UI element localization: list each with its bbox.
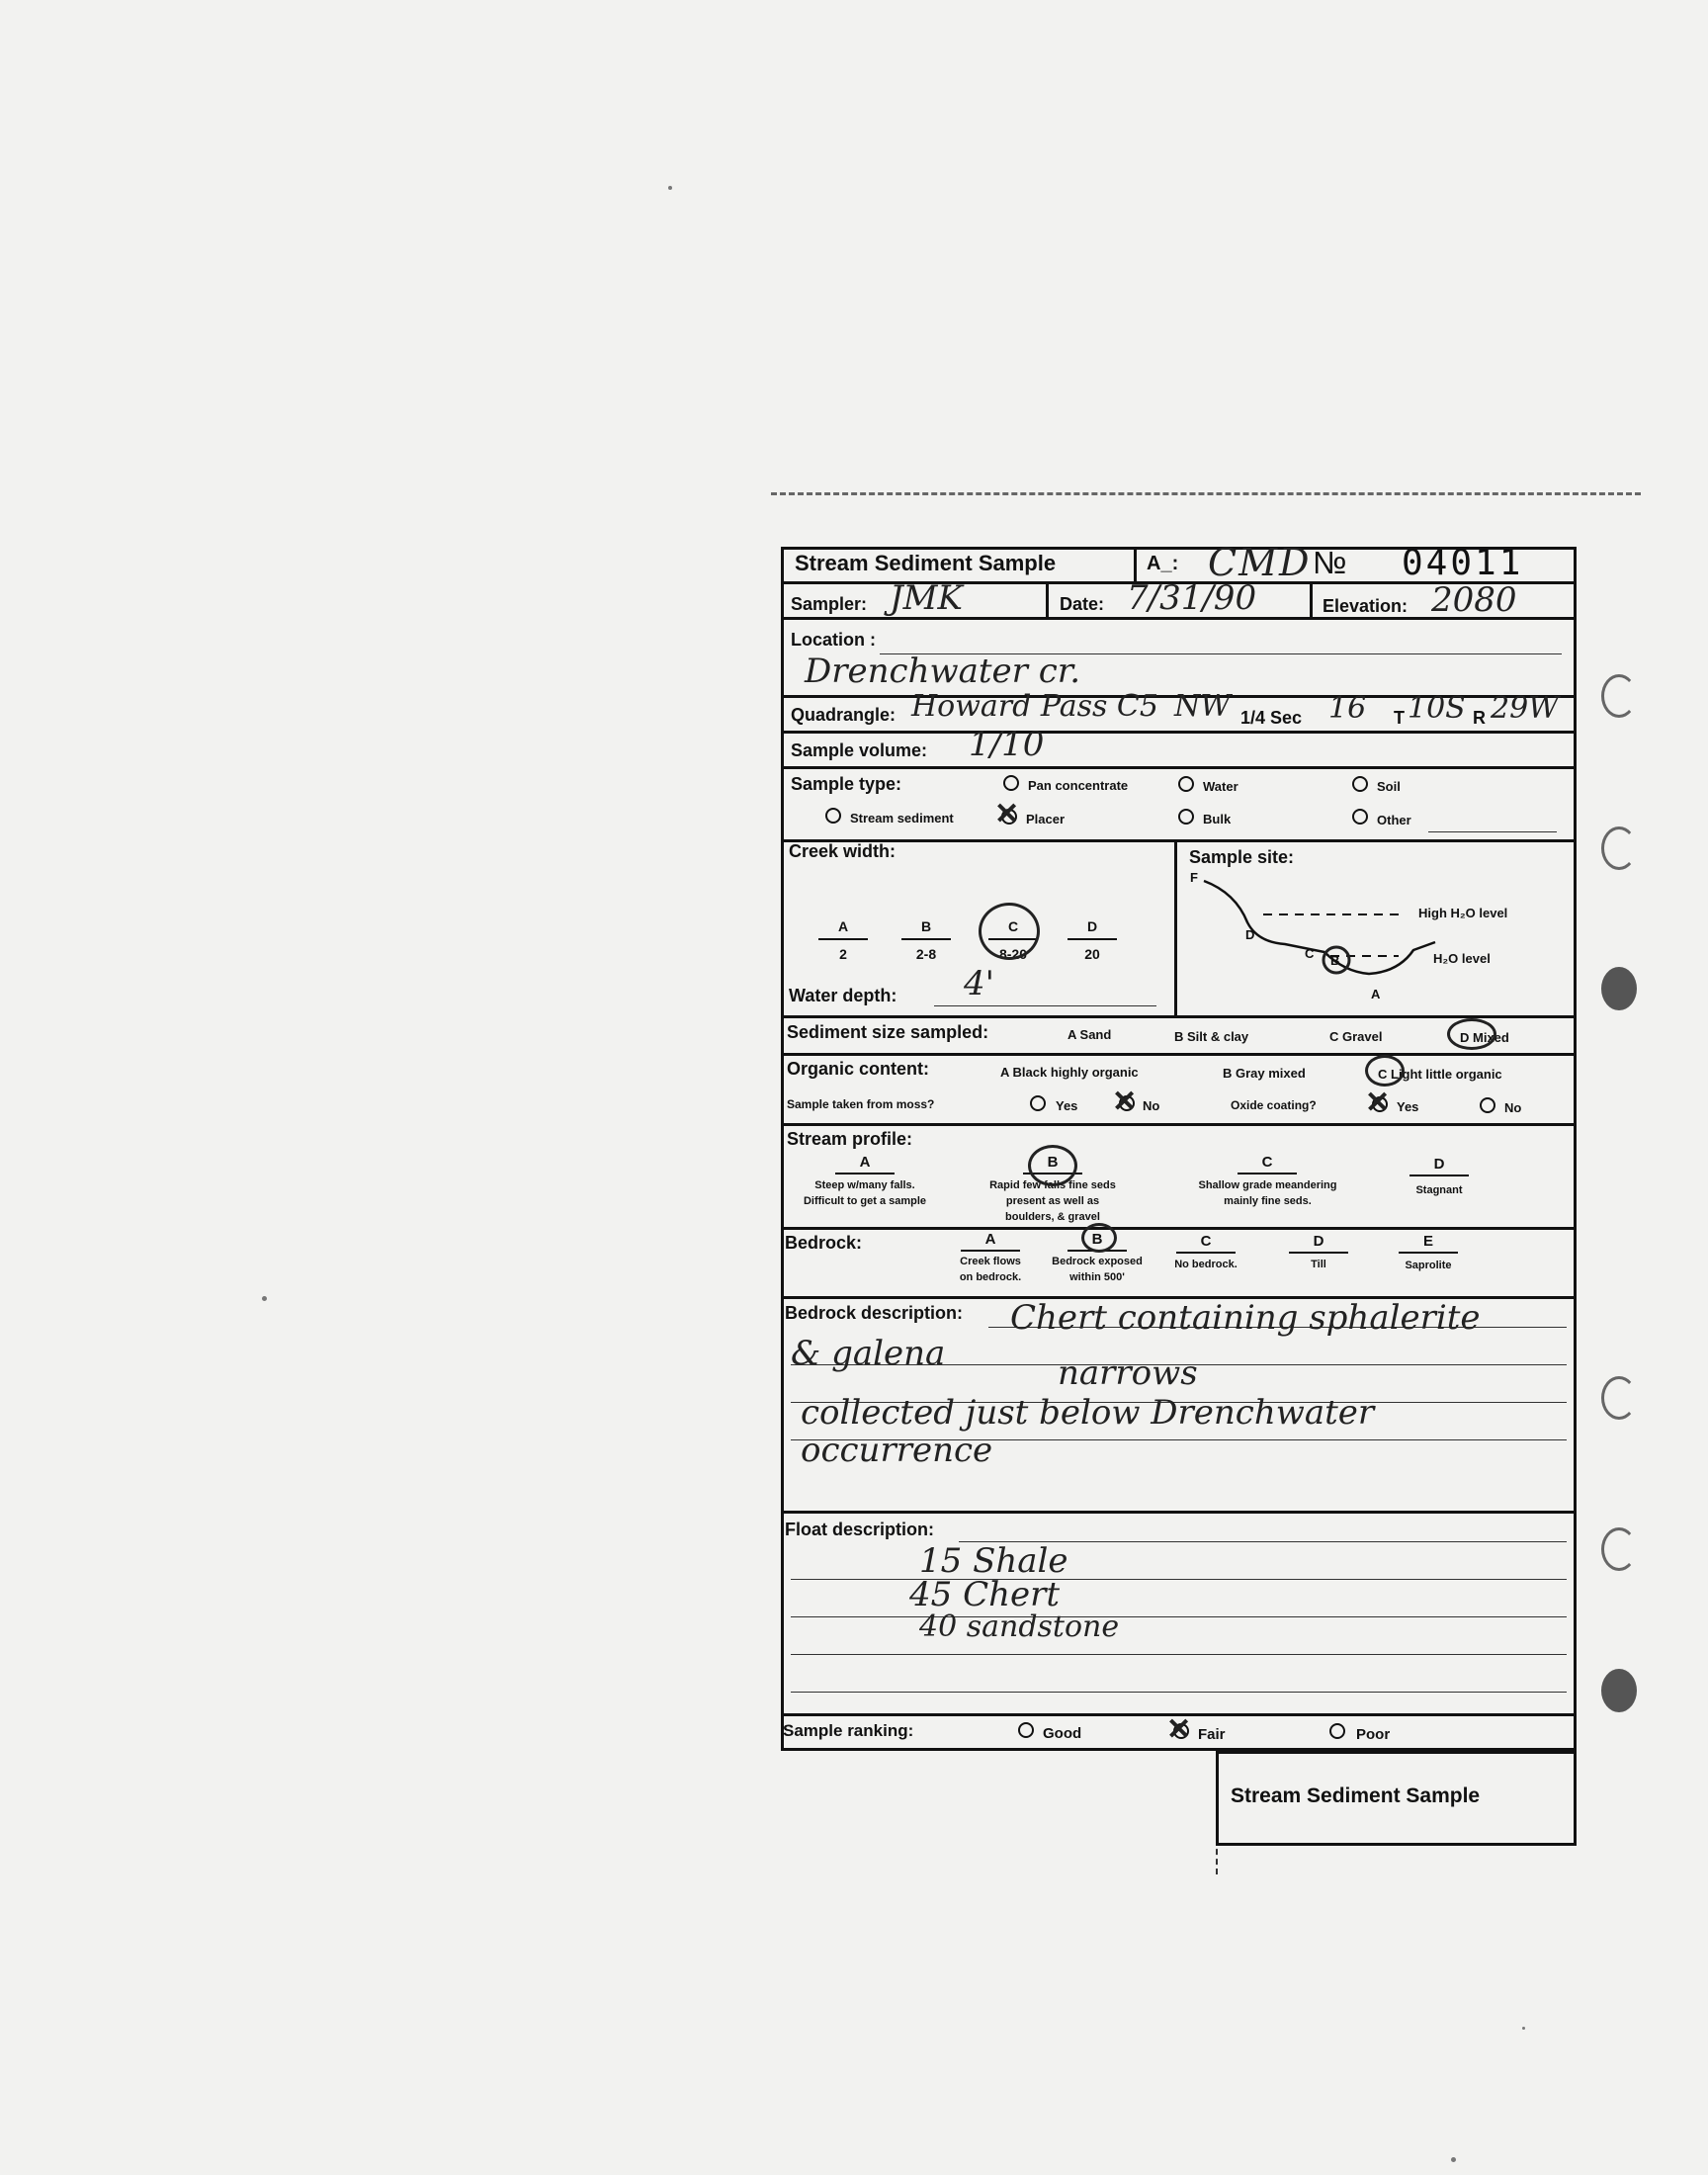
option-desc: Creek flows (960, 1256, 1021, 1267)
water-level-label: H₂O level (1433, 951, 1491, 966)
elevation-value: 2080 (1431, 580, 1517, 620)
ranking-fair-label: Fair (1198, 1726, 1226, 1743)
quadrangle-value: Howard Pass C5 (911, 689, 1158, 724)
stream-sediment-label: Stream sediment (850, 811, 954, 826)
oxide-no-label: No (1504, 1100, 1522, 1115)
sediment-d[interactable]: D Mixed (1460, 1030, 1509, 1045)
binder-hole-icon (1601, 1527, 1637, 1571)
stream-sediment-radio[interactable] (825, 808, 841, 824)
oxide-no-radio[interactable] (1480, 1097, 1495, 1113)
divider (781, 1053, 1577, 1056)
divider (781, 839, 1577, 842)
sample-prefix: A_: (1147, 553, 1179, 574)
organic-b[interactable]: B Gray mixed (1223, 1066, 1306, 1081)
sediment-c[interactable]: C Gravel (1329, 1029, 1383, 1044)
bedrock-desc-line: occurrence (801, 1431, 993, 1470)
site-b-label: B (1330, 953, 1340, 968)
r-value: 29W (1491, 691, 1560, 726)
soil-radio[interactable] (1352, 776, 1368, 792)
stream-profile-label: Stream profile: (787, 1129, 913, 1149)
creek-width-a[interactable] (818, 918, 868, 962)
divider (1134, 547, 1137, 581)
high-water-label: High H₂O level (1418, 906, 1508, 920)
water-depth-rule (934, 1005, 1156, 1006)
moss-yes-radio[interactable] (1030, 1095, 1046, 1111)
quarter-sec-label: 1/4 Sec (1240, 708, 1303, 728)
divider (1046, 581, 1049, 617)
divider (781, 731, 1577, 734)
option-desc: present as well as (1005, 1195, 1100, 1207)
sampler-label: Sampler: (791, 594, 868, 614)
option-letter: A (818, 918, 868, 940)
option-letter: D (1068, 918, 1117, 940)
sediment-b[interactable]: B Silt & clay (1174, 1029, 1249, 1044)
option-desc: Bedrock exposed (1052, 1256, 1143, 1267)
scan-speck (1522, 2027, 1525, 2030)
quarter-value: NW (1174, 689, 1232, 724)
creek-width-b[interactable] (901, 918, 951, 962)
divider (781, 1227, 1577, 1230)
sample-number: 04011 (1402, 543, 1524, 583)
bulk-label: Bulk (1203, 812, 1232, 826)
bedrock-desc-line: Chert containing sphalerite (1010, 1298, 1481, 1338)
site-d-label: D (1245, 927, 1255, 942)
option-desc: within 500' (1069, 1271, 1125, 1283)
option-letter: B (901, 918, 951, 940)
divider (1310, 581, 1313, 617)
moss-label: Sample taken from moss? (787, 1097, 935, 1111)
binder-hole-icon (1601, 674, 1637, 718)
option-letter: B (1068, 1231, 1127, 1252)
bedrock-desc-line: & galena (791, 1334, 946, 1373)
ranking-label: Sample ranking: (783, 1721, 914, 1740)
ranking-poor-label: Poor (1356, 1726, 1391, 1743)
option-desc: Saprolite (1405, 1260, 1452, 1271)
option-letter: C (988, 918, 1038, 940)
option-letter: D (1289, 1233, 1348, 1254)
form-title: Stream Sediment Sample (795, 551, 1057, 575)
binder-hole-icon (1601, 826, 1637, 870)
sampler-value: JMK (890, 578, 963, 618)
water-depth-value: 4' (964, 964, 994, 1003)
option-value: 8-20 (998, 946, 1028, 962)
water-depth-label: Water depth: (789, 986, 897, 1005)
selection-circle (1081, 1223, 1117, 1253)
scan-speck (1451, 2157, 1456, 2162)
check-x-icon: ✕ (994, 798, 1020, 830)
option-desc: Steep w/many falls. (814, 1179, 915, 1191)
option-value: 2-8 (915, 946, 937, 962)
sample-type-label: Sample type: (791, 774, 902, 794)
float-desc-line: 15 Shale (919, 1541, 1068, 1581)
option-letter: A (961, 1231, 1020, 1252)
rule (791, 1692, 1567, 1693)
ranking-good-label: Good (1043, 1725, 1082, 1742)
creek-width-d[interactable] (1068, 918, 1117, 962)
moss-yes-label: Yes (1056, 1098, 1078, 1113)
organic-label: Organic content: (787, 1059, 930, 1079)
water-radio[interactable] (1178, 776, 1194, 792)
option-desc: on bedrock. (959, 1271, 1022, 1283)
stub-title: Stream Sediment Sample (1231, 1784, 1481, 1807)
date-label: Date: (1060, 594, 1105, 614)
moss-no-label: No (1143, 1098, 1160, 1113)
elevation-label: Elevation: (1323, 596, 1409, 616)
float-desc-line: 45 Chert (909, 1575, 1061, 1614)
soil-label: Soil (1377, 779, 1401, 794)
perforation-line (771, 492, 1641, 495)
option-letter: D (1409, 1156, 1469, 1176)
option-desc: Till (1311, 1259, 1326, 1270)
t-label: T (1394, 708, 1405, 728)
other-rule (1428, 831, 1557, 832)
ranking-good-radio[interactable] (1018, 1722, 1034, 1738)
option-desc: Shallow grade meandering (1198, 1179, 1337, 1191)
t-value: 10S (1408, 691, 1466, 726)
volume-value: 1/10 (969, 725, 1045, 764)
option-letter: C (1176, 1233, 1236, 1254)
binder-hole-icon (1601, 1376, 1637, 1420)
sediment-size-label: Sediment size sampled: (787, 1022, 989, 1042)
bedrock-desc-line: collected just below Drenchwater (801, 1393, 1375, 1433)
check-x-icon: ✕ (1112, 1086, 1138, 1118)
sample-site-label: Sample site: (1189, 847, 1295, 867)
r-label: R (1473, 708, 1486, 728)
float-desc-line: 40 sandstone (919, 1610, 1120, 1644)
location-label: Location : (791, 630, 876, 650)
scan-speck (668, 186, 672, 190)
number-symbol: № (1313, 545, 1347, 580)
selection-circle (1447, 1018, 1496, 1050)
other-radio[interactable] (1352, 809, 1368, 825)
water-label: Water (1203, 779, 1238, 794)
option-letter: E (1399, 1233, 1458, 1254)
site-f-label: F (1190, 870, 1198, 885)
option-desc: mainly fine seds. (1224, 1195, 1312, 1207)
option-value: 20 (1084, 946, 1100, 962)
volume-label: Sample volume: (791, 740, 928, 760)
rule (791, 1579, 1567, 1580)
location-value: Drenchwater cr. (805, 652, 1081, 691)
selection-circle (979, 903, 1040, 960)
sample-code: CMD (1208, 541, 1312, 584)
creek-width-label: Creek width: (789, 841, 897, 861)
option-letter: A (835, 1154, 895, 1174)
divider (781, 1511, 1577, 1514)
quadrangle-label: Quadrangle: (791, 705, 897, 725)
pan-concentrate-radio[interactable] (1003, 775, 1019, 791)
sediment-a[interactable]: A Sand (1068, 1027, 1112, 1042)
divider (781, 1123, 1577, 1126)
binder-hole-icon (1601, 967, 1637, 1010)
selection-circle (1365, 1055, 1405, 1087)
option-desc: Stagnant (1415, 1184, 1463, 1196)
rule (791, 1616, 1567, 1617)
rule (791, 1654, 1567, 1655)
option-desc: boulders, & gravel (1005, 1211, 1100, 1223)
sec-value: 16 (1328, 691, 1367, 726)
channel-profile (1204, 881, 1435, 974)
divider (781, 766, 1577, 769)
placer-label: Placer (1026, 812, 1066, 826)
pan-concentrate-label: Pan concentrate (1028, 778, 1129, 793)
scan-speck (262, 1296, 267, 1301)
site-a-label: A (1371, 987, 1381, 1001)
option-letter: C (1238, 1154, 1297, 1174)
check-x-icon: ✕ (1166, 1713, 1192, 1746)
bedrock-desc-label: Bedrock description: (785, 1303, 964, 1323)
oxide-yes-label: Yes (1397, 1099, 1419, 1114)
float-desc-label: Float description: (785, 1520, 935, 1539)
binder-hole-icon (1601, 1669, 1637, 1712)
date-value: 7/31/90 (1127, 578, 1257, 618)
bedrock-desc-line: narrows (1058, 1353, 1198, 1393)
option-desc: Rapid few falls fine seds (989, 1179, 1116, 1191)
ranking-poor-radio[interactable] (1329, 1723, 1345, 1739)
other-label: Other (1377, 813, 1411, 827)
check-x-icon: ✕ (1365, 1087, 1391, 1119)
oxide-label: Oxide coating? (1231, 1098, 1317, 1112)
organic-a[interactable]: A Black highly organic (1000, 1065, 1139, 1080)
option-desc: Difficult to get a sample (803, 1195, 927, 1207)
selection-circle (1028, 1145, 1077, 1186)
site-c-label: C (1305, 946, 1315, 961)
bedrock-label: Bedrock: (785, 1233, 863, 1253)
organic-c[interactable]: C Light little organic (1378, 1067, 1502, 1082)
divider (781, 617, 1577, 620)
option-letter: B (1023, 1154, 1082, 1174)
bulk-radio[interactable] (1178, 809, 1194, 825)
option-value: 2 (839, 946, 847, 962)
divider (781, 1015, 1577, 1018)
option-desc: No bedrock. (1174, 1259, 1238, 1270)
